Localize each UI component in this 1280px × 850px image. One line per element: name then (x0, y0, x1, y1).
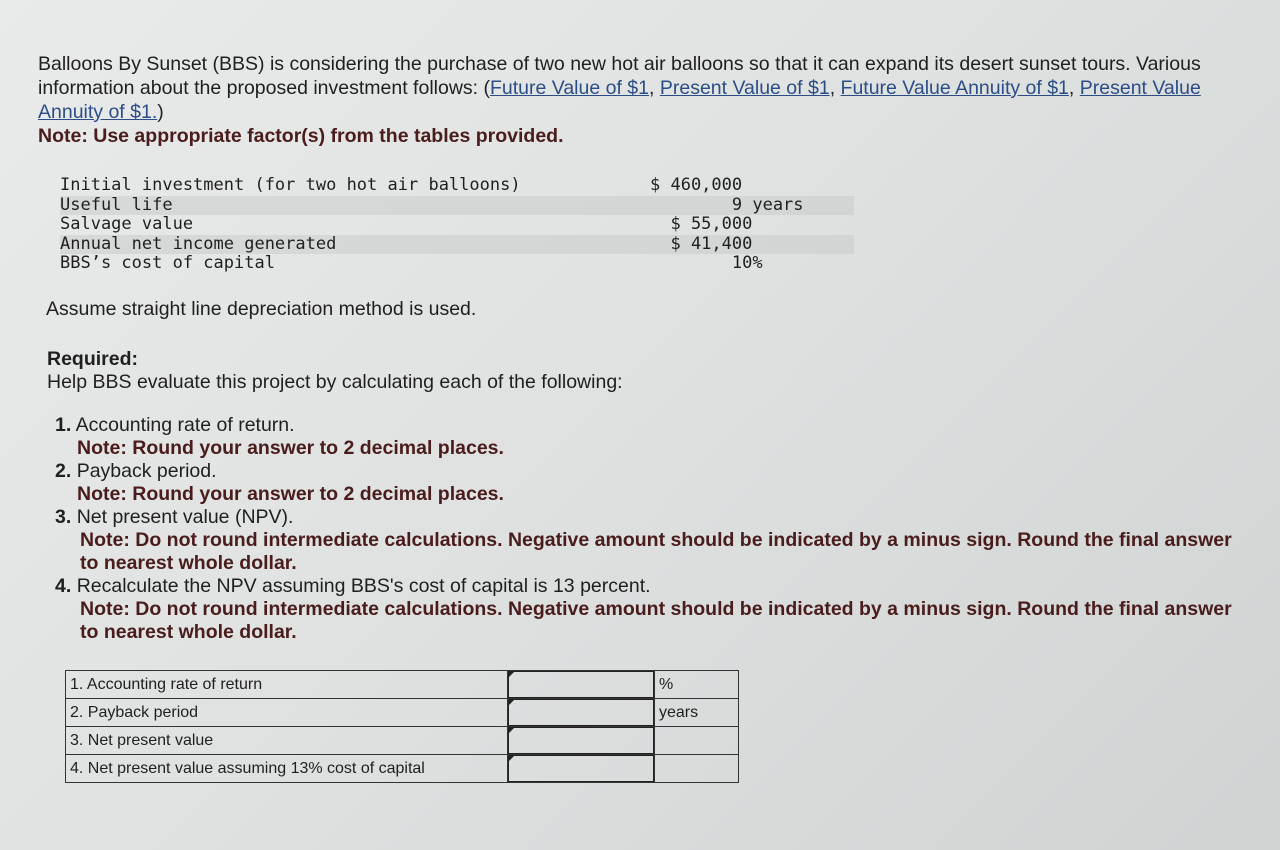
link-present-value-annuity[interactable]: Present Value Annuity of $1. (38, 77, 1201, 123)
answer-cell (508, 699, 655, 727)
data-label: Useful life (60, 194, 173, 215)
data-row (60, 196, 854, 216)
intro-note: Note: Use appropriate factor(s) from the tables provided. (38, 125, 564, 147)
input-marker (508, 699, 515, 706)
data-value: 9 years (650, 194, 804, 215)
answer-cell (508, 755, 655, 783)
item-text: Net present value (NPV). (76, 506, 294, 528)
requirements-list (55, 414, 1255, 644)
input-marker (508, 755, 515, 762)
item-number: 1. (55, 414, 72, 436)
list-item (55, 575, 1255, 598)
data-value: $ 55,000 (650, 214, 753, 234)
intro-paragraph: Balloons By Sunset (BBS) is considering the purchase of two new hot air balloons so that it can expand its desert sunset tours. Various information about the proposed investment follows: (Future Value of $1, Present Value of $1, Future Value Annuity of $1, Present Value Annuity of $1.) (38, 53, 1201, 123)
assumption-text: Assume straight line depreciation method is used. (46, 298, 477, 320)
data-row (60, 215, 854, 235)
input-marker (508, 671, 515, 678)
payback-period-input[interactable] (508, 699, 654, 726)
link-present-value[interactable]: Present Value of $1 (659, 77, 830, 99)
item-number: 3. (55, 506, 72, 528)
input-marker (508, 727, 515, 734)
item-note: Note: Do not round intermediate calculations. Negative amount should be indicated by a minus sign. Round the final answer to nearest whole dollar. (80, 529, 1232, 574)
required-section (47, 348, 623, 394)
data-value: 10% (650, 253, 763, 273)
link-future-value-annuity[interactable]: Future Value Annuity of $1 (840, 77, 1069, 99)
data-value: $ 41,400 (650, 233, 753, 254)
answer-unit: years (655, 699, 739, 727)
answer-cell (508, 671, 655, 699)
data-value: $ 460,000 (650, 175, 743, 195)
answer-unit: % (655, 671, 739, 699)
data-label: Annual net income generated (60, 233, 337, 254)
problem-intro (38, 52, 1258, 148)
item-number: 2. (55, 460, 72, 482)
list-item (55, 506, 1255, 529)
item-note: Note: Round your answer to 2 decimal places. (77, 483, 504, 505)
item-note: Note: Do not round intermediate calculations. Negative amount should be indicated by a minus sign. Round the final answer to nearest whole dollar. (80, 598, 1232, 643)
answer-unit (655, 755, 739, 783)
answer-label: 2. Payback period (66, 699, 508, 727)
answer-cell (508, 727, 655, 755)
table-row (66, 671, 739, 699)
data-label: BBS’s cost of capital (60, 253, 275, 273)
data-label: Initial investment (for two hot air balloons) (60, 175, 521, 195)
answer-label: 4. Net present value assuming 13% cost of capital (66, 755, 508, 783)
answer-table (65, 670, 739, 783)
intro-close: ) (157, 101, 164, 123)
item-text: Accounting rate of return. (75, 414, 295, 436)
accounting-rate-input[interactable] (508, 671, 654, 698)
data-row (60, 254, 854, 274)
npv-input[interactable] (508, 727, 654, 754)
table-row (66, 755, 739, 783)
list-item (55, 460, 1255, 483)
table-row (66, 727, 739, 755)
npv-13-input[interactable] (508, 755, 654, 782)
link-future-value[interactable]: Future Value of $1 (490, 77, 649, 99)
item-text: Recalculate the NPV assuming BBS's cost of capital is 13 percent. (76, 575, 651, 597)
answer-label: 1. Accounting rate of return (66, 671, 508, 699)
required-heading: Required: (47, 348, 139, 370)
item-number: 4. (55, 575, 72, 597)
item-note: Note: Round your answer to 2 decimal places. (77, 437, 504, 459)
data-row (60, 235, 854, 255)
data-label: Salvage value (60, 214, 194, 234)
investment-data-table (60, 176, 854, 274)
answer-unit (655, 727, 739, 755)
required-text: Help BBS evaluate this project by calculating each of the following: (47, 371, 623, 393)
data-row (60, 176, 854, 196)
intro-text: Balloons By Sunset (BBS) is considering the purchase of two new hot air balloons so that it can expand its desert sunset tours. Various information about the proposed investment follows: ( (38, 53, 1201, 99)
answer-label: 3. Net present value (66, 727, 508, 755)
list-item (55, 414, 1255, 437)
table-row (66, 699, 739, 727)
item-text: Payback period. (76, 460, 217, 482)
